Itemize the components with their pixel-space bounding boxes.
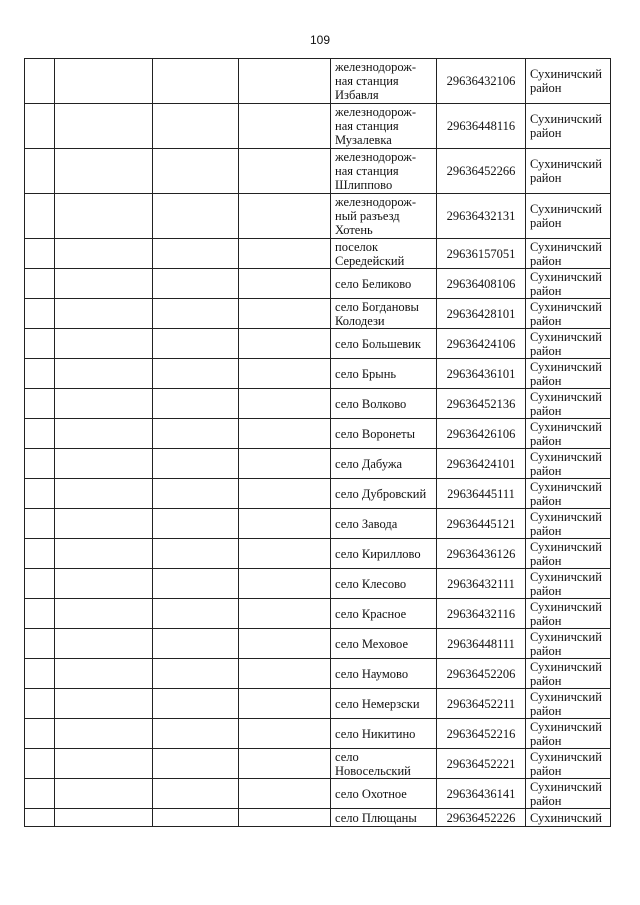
empty-cell <box>153 749 239 779</box>
empty-cell <box>239 569 331 599</box>
locality-cell: село Немерзски <box>331 689 437 719</box>
oktmo-code-cell: 29636432106 <box>437 59 526 104</box>
oktmo-code-cell: 29636436101 <box>437 359 526 389</box>
locality-cell: железнодорож- ная станция Шлиппово <box>331 149 437 194</box>
district-cell: Сухиничский район <box>526 779 611 809</box>
empty-cell <box>55 194 153 239</box>
table-row <box>25 269 611 299</box>
empty-cell <box>55 299 153 329</box>
empty-cell <box>55 104 153 149</box>
empty-cell <box>239 104 331 149</box>
empty-cell <box>153 779 239 809</box>
table-row <box>25 509 611 539</box>
district-cell: Сухиничский район <box>526 329 611 359</box>
table-row <box>25 389 611 419</box>
empty-cell <box>153 329 239 359</box>
empty-cell <box>153 809 239 827</box>
empty-cell <box>153 239 239 269</box>
empty-cell <box>153 509 239 539</box>
empty-cell <box>153 269 239 299</box>
district-cell: Сухиничский район <box>526 689 611 719</box>
locality-cell: село Никитино <box>331 719 437 749</box>
locality-cell: поселок Середейский <box>331 239 437 269</box>
empty-cell <box>25 689 55 719</box>
table-row <box>25 449 611 479</box>
empty-cell <box>25 389 55 419</box>
oktmo-code-cell: 29636452226 <box>437 809 526 827</box>
oktmo-code-cell: 29636424101 <box>437 449 526 479</box>
district-cell: Сухиничский район <box>526 59 611 104</box>
empty-cell <box>153 569 239 599</box>
locality-cell: село Завода <box>331 509 437 539</box>
empty-cell <box>55 509 153 539</box>
locality-cell: село Наумово <box>331 659 437 689</box>
locality-cell: село Дубровский <box>331 479 437 509</box>
empty-cell <box>55 569 153 599</box>
empty-cell <box>25 239 55 269</box>
empty-cell <box>153 719 239 749</box>
empty-cell <box>55 59 153 104</box>
oktmo-code-cell: 29636448116 <box>437 104 526 149</box>
empty-cell <box>153 389 239 419</box>
oktmo-code-cell: 29636408106 <box>437 269 526 299</box>
empty-cell <box>25 329 55 359</box>
locality-cell: село Красное <box>331 599 437 629</box>
oktmo-code-cell: 29636452211 <box>437 689 526 719</box>
oktmo-code-cell: 29636452206 <box>437 659 526 689</box>
empty-cell <box>25 449 55 479</box>
table-row <box>25 569 611 599</box>
empty-cell <box>153 419 239 449</box>
empty-cell <box>153 449 239 479</box>
empty-cell <box>153 689 239 719</box>
empty-cell <box>239 539 331 569</box>
empty-cell <box>153 629 239 659</box>
locality-cell: село Новосельский <box>331 749 437 779</box>
empty-cell <box>55 659 153 689</box>
empty-cell <box>239 239 331 269</box>
empty-cell <box>55 479 153 509</box>
table-row <box>25 299 611 329</box>
oktmo-code-cell: 29636432131 <box>437 194 526 239</box>
empty-cell <box>153 659 239 689</box>
locality-cell: железнодорож- ная станция Музалевка <box>331 104 437 149</box>
district-cell: Сухиничский район <box>526 569 611 599</box>
table-row <box>25 239 611 269</box>
table-row <box>25 149 611 194</box>
locality-cell: село Большевик <box>331 329 437 359</box>
district-cell: Сухиничский район <box>526 539 611 569</box>
empty-cell <box>239 59 331 104</box>
table-row <box>25 104 611 149</box>
empty-cell <box>239 749 331 779</box>
empty-cell <box>25 779 55 809</box>
empty-cell <box>239 689 331 719</box>
oktmo-code-cell: 29636445121 <box>437 509 526 539</box>
empty-cell <box>239 299 331 329</box>
locality-cell: село Плющаны <box>331 809 437 827</box>
table-row <box>25 659 611 689</box>
empty-cell <box>55 689 153 719</box>
district-cell: Сухиничский район <box>526 389 611 419</box>
empty-cell <box>25 269 55 299</box>
empty-cell <box>25 809 55 827</box>
empty-cell <box>153 479 239 509</box>
district-cell: Сухиничский район <box>526 419 611 449</box>
table-row <box>25 719 611 749</box>
empty-cell <box>153 599 239 629</box>
empty-cell <box>153 539 239 569</box>
empty-cell <box>55 269 153 299</box>
empty-cell <box>25 569 55 599</box>
locality-cell: село Охотное <box>331 779 437 809</box>
empty-cell <box>55 359 153 389</box>
district-cell: Сухиничский район <box>526 509 611 539</box>
oktmo-code-cell: 29636452216 <box>437 719 526 749</box>
empty-cell <box>25 659 55 689</box>
locality-cell: село Волково <box>331 389 437 419</box>
empty-cell <box>55 599 153 629</box>
empty-cell <box>239 629 331 659</box>
empty-cell <box>25 479 55 509</box>
empty-cell <box>239 809 331 827</box>
empty-cell <box>239 359 331 389</box>
oktmo-code-cell: 29636452221 <box>437 749 526 779</box>
empty-cell <box>25 299 55 329</box>
empty-cell <box>239 419 331 449</box>
oktmo-code-cell: 29636436141 <box>437 779 526 809</box>
oktmo-code-cell: 29636445111 <box>437 479 526 509</box>
empty-cell <box>239 779 331 809</box>
locality-cell: село Клесово <box>331 569 437 599</box>
empty-cell <box>239 194 331 239</box>
table-row <box>25 419 611 449</box>
empty-cell <box>55 329 153 359</box>
empty-cell <box>153 359 239 389</box>
table-row <box>25 599 611 629</box>
district-cell: Сухиничский район <box>526 194 611 239</box>
district-cell: Сухиничский район <box>526 479 611 509</box>
empty-cell <box>153 194 239 239</box>
empty-cell <box>55 809 153 827</box>
empty-cell <box>55 419 153 449</box>
empty-cell <box>25 59 55 104</box>
empty-cell <box>55 539 153 569</box>
empty-cell <box>239 389 331 419</box>
empty-cell <box>55 719 153 749</box>
table-row <box>25 194 611 239</box>
empty-cell <box>55 629 153 659</box>
table-row <box>25 749 611 779</box>
locality-cell: село Воронеты <box>331 419 437 449</box>
empty-cell <box>55 389 153 419</box>
empty-cell <box>239 509 331 539</box>
empty-cell <box>55 149 153 194</box>
empty-cell <box>55 779 153 809</box>
oktmo-code-cell: 29636424106 <box>437 329 526 359</box>
oktmo-code-cell: 29636428101 <box>437 299 526 329</box>
district-cell: Сухиничский район <box>526 269 611 299</box>
empty-cell <box>55 749 153 779</box>
oktmo-code-cell: 29636452266 <box>437 149 526 194</box>
locality-cell: железнодорож- ный разъезд Хотень <box>331 194 437 239</box>
empty-cell <box>239 269 331 299</box>
district-cell: Сухиничский район <box>526 359 611 389</box>
oktmo-code-cell: 29636426106 <box>437 419 526 449</box>
district-cell: Сухиничский район <box>526 629 611 659</box>
empty-cell <box>25 539 55 569</box>
empty-cell <box>239 479 331 509</box>
table-row <box>25 479 611 509</box>
empty-cell <box>25 194 55 239</box>
table-row <box>25 809 611 827</box>
page-number: 109 <box>309 33 331 47</box>
oktmo-code-cell: 29636448111 <box>437 629 526 659</box>
oktmo-code-cell: 29636157051 <box>437 239 526 269</box>
empty-cell <box>153 299 239 329</box>
empty-cell <box>239 329 331 359</box>
table-row <box>25 779 611 809</box>
empty-cell <box>239 659 331 689</box>
table-row <box>25 689 611 719</box>
empty-cell <box>153 149 239 194</box>
empty-cell <box>55 449 153 479</box>
district-cell: Сухиничский район <box>526 749 611 779</box>
locality-cell: село Дабужа <box>331 449 437 479</box>
district-cell: Сухиничский район <box>526 104 611 149</box>
district-cell: Сухиничский район <box>526 149 611 194</box>
oktmo-code-cell: 29636432111 <box>437 569 526 599</box>
table-row <box>25 539 611 569</box>
district-cell: Сухиничский <box>526 809 611 827</box>
empty-cell <box>25 749 55 779</box>
locality-cell: село Брынь <box>331 359 437 389</box>
registry-rows <box>25 59 611 827</box>
empty-cell <box>153 104 239 149</box>
empty-cell <box>239 449 331 479</box>
table-row <box>25 59 611 104</box>
oktmo-code-cell: 29636432116 <box>437 599 526 629</box>
district-cell: Сухиничский район <box>526 599 611 629</box>
district-cell: Сухиничский район <box>526 299 611 329</box>
empty-cell <box>25 359 55 389</box>
empty-cell <box>239 719 331 749</box>
empty-cell <box>25 509 55 539</box>
empty-cell <box>153 59 239 104</box>
empty-cell <box>25 419 55 449</box>
empty-cell <box>239 599 331 629</box>
registry-table <box>24 58 611 827</box>
table-row <box>25 329 611 359</box>
locality-cell: железнодорож- ная станция Избавля <box>331 59 437 104</box>
locality-cell: село Беликово <box>331 269 437 299</box>
empty-cell <box>25 149 55 194</box>
district-cell: Сухиничский район <box>526 449 611 479</box>
empty-cell <box>55 239 153 269</box>
empty-cell <box>25 599 55 629</box>
district-cell: Сухиничский район <box>526 719 611 749</box>
locality-cell: село Кириллово <box>331 539 437 569</box>
locality-cell: село Меховое <box>331 629 437 659</box>
table-row <box>25 359 611 389</box>
oktmo-code-cell: 29636452136 <box>437 389 526 419</box>
empty-cell <box>25 629 55 659</box>
district-cell: Сухиничский район <box>526 659 611 689</box>
empty-cell <box>25 104 55 149</box>
oktmo-code-cell: 29636436126 <box>437 539 526 569</box>
table-row <box>25 629 611 659</box>
district-cell: Сухиничский район <box>526 239 611 269</box>
locality-cell: село Богдановы Колодези <box>331 299 437 329</box>
empty-cell <box>25 719 55 749</box>
empty-cell <box>239 149 331 194</box>
